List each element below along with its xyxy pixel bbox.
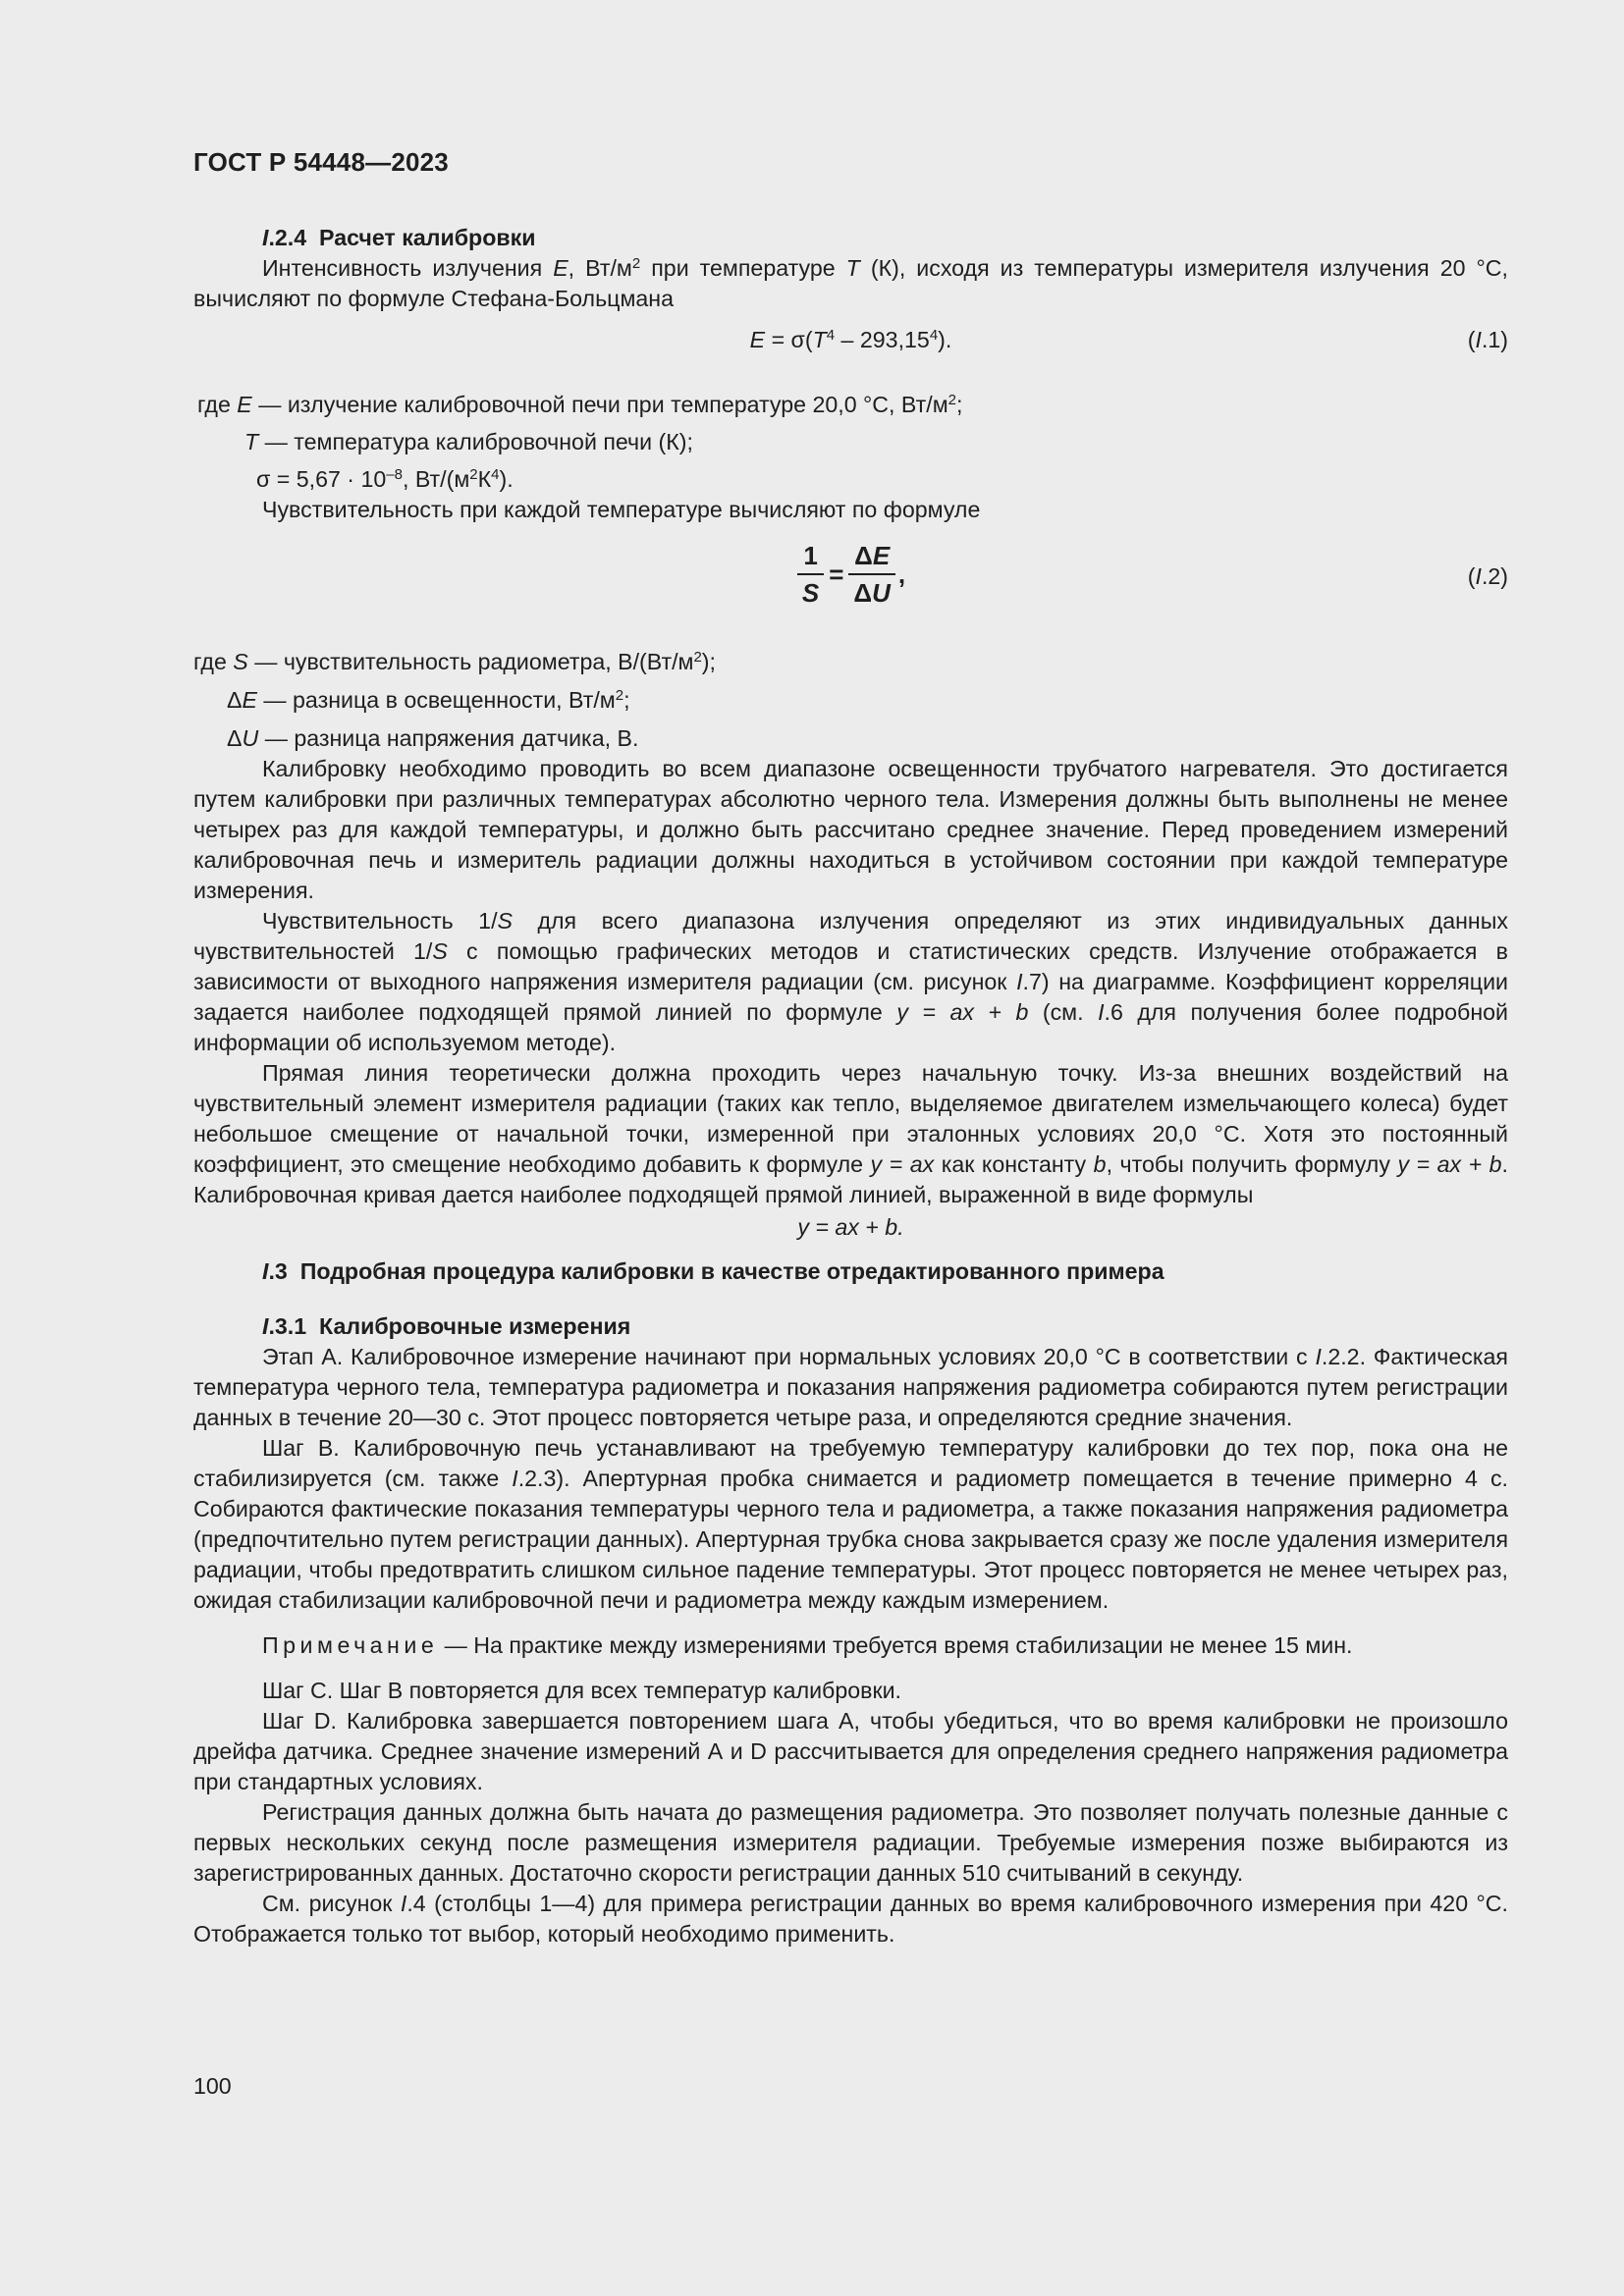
section-heading-1-3: I.3 Подробная процедура калибровки в качестве отредактированного примера bbox=[262, 1258, 1164, 1284]
section-heading-1-3-1: I.3.1 Калибровочные измерения bbox=[262, 1313, 631, 1339]
paragraph-sensitivity-intro: Чувствительность при каждой температуре вычисляют по формуле bbox=[262, 497, 981, 522]
fraction-left: $\frac{1}{S}$ bbox=[796, 540, 825, 609]
paragraph-sensitivity-graph: Чувствительность 1/S для всего диапазона излучения определяют из этих индивидуальных данных чувствительностей 1/S с помощью графических методов и статистических средств. Излучение отображается в зависимости от выходного напряжения измерителя радиации (см. рисунок I.7) на диаграмме. Коэффициент корреляции задается наиболее подходящей прямой линией по формуле y = ax + b (см. I.6 для получения более подробной информации об используемом методе). bbox=[193, 908, 1508, 1055]
formula-number-1: (I.1) bbox=[1467, 327, 1508, 352]
paragraph-step-c: Шаг С. Шаг В повторяется для всех температур калибровки. bbox=[262, 1678, 901, 1703]
section-heading-1-2-4: I.2.4 Расчет калибровки bbox=[262, 225, 536, 250]
paragraph-step-d: Шаг D. Калибровка завершается повторением шага А, чтобы убедиться, что во время калибровки не произошло дрейфа датчика. Среднее значение измерений А и D рассчитывается для определения среднего напряжения радиометра при стандартных условиях. bbox=[193, 1708, 1508, 1794]
formula-stefan-boltzmann: $E = \sigma(T^4 - 293,15^4)$. (I.1) bbox=[193, 325, 1508, 355]
formula-number-2: (I.2) bbox=[1467, 563, 1508, 589]
formula-sensitivity: $\frac{1}{S}$ = $\frac{\Delta E}{\Delta U}$ , (I.2) bbox=[193, 540, 1508, 628]
document-body bbox=[193, 223, 1508, 1949]
page-number: 100 bbox=[193, 2073, 232, 2099]
paragraph-straight-line: Прямая линия теоретически должна проходить через начальную точку. Из-за внешних воздействий на чувствительный элемент измерителя радиации (таких как тепло, выделяемое двигателем измельчающего колеса) будет небольшое смещение от начальной точки, измеренной при эталонных условиях 20,0 °С. Хотя это постоянный коэффициент, это смещение необходимо добавить к формуле y = ax как константу b, чтобы получить формулу y = ax + b. Калибровочная кривая дается наиболее подходящей прямой линией, выраженной в виде формулы bbox=[193, 1060, 1508, 1207]
paragraph-calibration-range: Калибровку необходимо проводить во всем диапазоне освещенности трубчатого нагревателя. Это достигается путем калибровки при различных температурах абсолютно черного тела. Измерения должны быть выполнены не менее четырех раз для каждой температуры, и должно быть рассчитано среднее значение. Перед проведением измерений калибровочная печь и измеритель радиации должны находиться в устойчивом состоянии при каждой температуре измерения. bbox=[193, 756, 1508, 903]
paragraph-step-b: Шаг В. Калибровочную печь устанавливают на требуемую температуру калибровки до тех пор, пока она не стабилизируется (см. также I.2.3). Апертурная пробка снимается и радиометр помещается в течение примерно 4 с. Собираются фактические показания температуры черного тела и радиометра, а также показания напряжения радиометра (предпочтительно путем регистрации данных). Апертурная трубка снова закрывается сразу же после удаления измерителя радиации, чтобы предотвратить слишком сильное падение температуры. Этот процесс повторяется не менее четырех раз, ожидая стабилизации калибровочной печи и радиометра между каждым измерением. bbox=[193, 1435, 1508, 1613]
paragraph-intensity: Интенсивность излучения E, $Вт/м^2$ при температуре T (К), исходя из температуры измерителя излучения 20 °С, вычисляют по формуле Стефана-Больцмана bbox=[193, 255, 1508, 311]
document-header: ГОСТ Р 54448—2023 bbox=[193, 147, 449, 177]
paragraph-step-a: Этап А. Калибровочное измерение начинают при нормальных условиях 20,0 °С в соответствии с I.2.2. Фактическая температура черного тела, температура радиометра и показания напряжения радиометра собираются путем регистрации данных в течение 20—30 с. Этот процесс повторяется четыре раза, и определяются средние значения. bbox=[193, 1344, 1508, 1430]
fraction-right: $\frac{\Delta E}{\Delta U}$ bbox=[847, 540, 895, 609]
paragraph-data-registration: Регистрация данных должна быть начата до размещения радиометра. Это позволяет получать полезные данные с первых нескольких секунд после размещения измерителя радиации. Требуемые измерения позже выбираются из зарегистрированных данных. Достаточно скорости регистрации данных 510 считываний в секунду. bbox=[193, 1799, 1508, 1886]
note-label: Примечание bbox=[262, 1632, 439, 1658]
formula-linear: y = ax + b. bbox=[797, 1214, 904, 1240]
where-block-2: где S — чувствительность радиометра, $В/(Вт/м^2)$; ΔE — разница в освещенности, $Вт/м^2$; ΔU — разница напряжения датчика, В. bbox=[193, 649, 716, 751]
where-block-1: где E — излучение калибровочной печи при температуре 20,0 °С, $Вт/м^2$; T — температура калибровочной печи (К); $\sigma = 5,67 \cdot 10^{-8}$, $Вт/(м^2К^4)$. bbox=[197, 392, 963, 492]
paragraph-see-figure: См. рисунок I.4 (столбцы 1—4) для примера регистрации данных во время калибровочного измерения при 420 °С. Отображается только тот выбор, который необходимо применить. bbox=[193, 1891, 1508, 1947]
note: Примечание — На практике между измерениями требуется время стабилизации не менее 15 мин. bbox=[262, 1632, 1353, 1658]
